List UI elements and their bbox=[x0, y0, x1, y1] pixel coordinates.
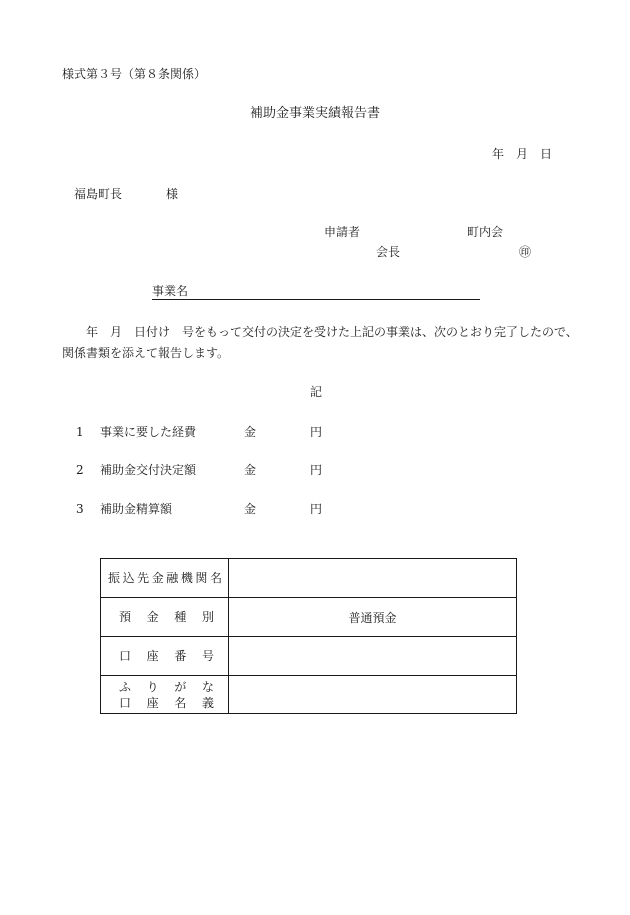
account-number-label-cell bbox=[101, 637, 229, 676]
project-name-label: 事業名 bbox=[152, 284, 189, 298]
account-type-field[interactable] bbox=[229, 598, 517, 637]
item-number: 3 bbox=[76, 502, 84, 516]
addressee-name: 福島町長 bbox=[74, 187, 123, 201]
table-row bbox=[101, 676, 517, 714]
association-label: 町内会 bbox=[467, 225, 504, 239]
ki-heading: 記 bbox=[310, 385, 323, 399]
item-yen: 円 bbox=[310, 425, 323, 439]
account-type-label-cell bbox=[101, 598, 229, 637]
seal-mark: ㊞ bbox=[519, 245, 532, 259]
bank-name-field[interactable] bbox=[229, 559, 517, 598]
item-label: 事業に要した経費 bbox=[100, 425, 197, 439]
project-name-field[interactable] bbox=[152, 284, 480, 300]
account-holder-field[interactable] bbox=[229, 676, 517, 714]
chairman-label: 会長 bbox=[376, 245, 401, 259]
body-paragraph: 年 月 日付け 号をもって交付の決定を受けた上記の事業は、次のとおり完了したので、関係書類を添えて報告します。 bbox=[62, 325, 578, 360]
item-yen: 円 bbox=[310, 502, 323, 516]
item-yen: 円 bbox=[310, 463, 323, 477]
bank-name-label: 振込先金融機関名 bbox=[108, 571, 222, 585]
bank-account-table bbox=[100, 558, 517, 714]
item-kin: 金 bbox=[244, 463, 257, 477]
bank-name-label-cell bbox=[101, 559, 229, 598]
account-number-field[interactable] bbox=[229, 637, 517, 676]
account-number-label: 口座番号 bbox=[119, 649, 214, 663]
item-number: 1 bbox=[76, 425, 84, 439]
addressee bbox=[74, 186, 178, 202]
document-title: 補助金事業実績報告書 bbox=[249, 106, 380, 121]
furigana-label: ふりがな bbox=[119, 679, 214, 694]
table-row bbox=[101, 598, 517, 637]
account-holder-label: 口座名義 bbox=[119, 695, 214, 710]
account-holder-label-cell bbox=[101, 676, 229, 714]
item-label: 補助金精算額 bbox=[100, 502, 173, 516]
table-row bbox=[101, 637, 517, 676]
account-type-label: 預金種別 bbox=[119, 610, 214, 624]
item-kin: 金 bbox=[244, 425, 257, 439]
item-number: 2 bbox=[76, 463, 84, 477]
applicant-label: 申請者 bbox=[324, 225, 361, 239]
form-number: 様式第３号（第８条関係） bbox=[62, 67, 207, 81]
item-label: 補助金交付決定額 bbox=[100, 463, 197, 477]
date-line: 年 月 日 bbox=[492, 147, 553, 161]
account-type-value: 普通預金 bbox=[348, 610, 397, 625]
item-kin: 金 bbox=[244, 502, 257, 516]
table-row bbox=[101, 559, 517, 598]
addressee-honorific: 様 bbox=[166, 187, 179, 201]
